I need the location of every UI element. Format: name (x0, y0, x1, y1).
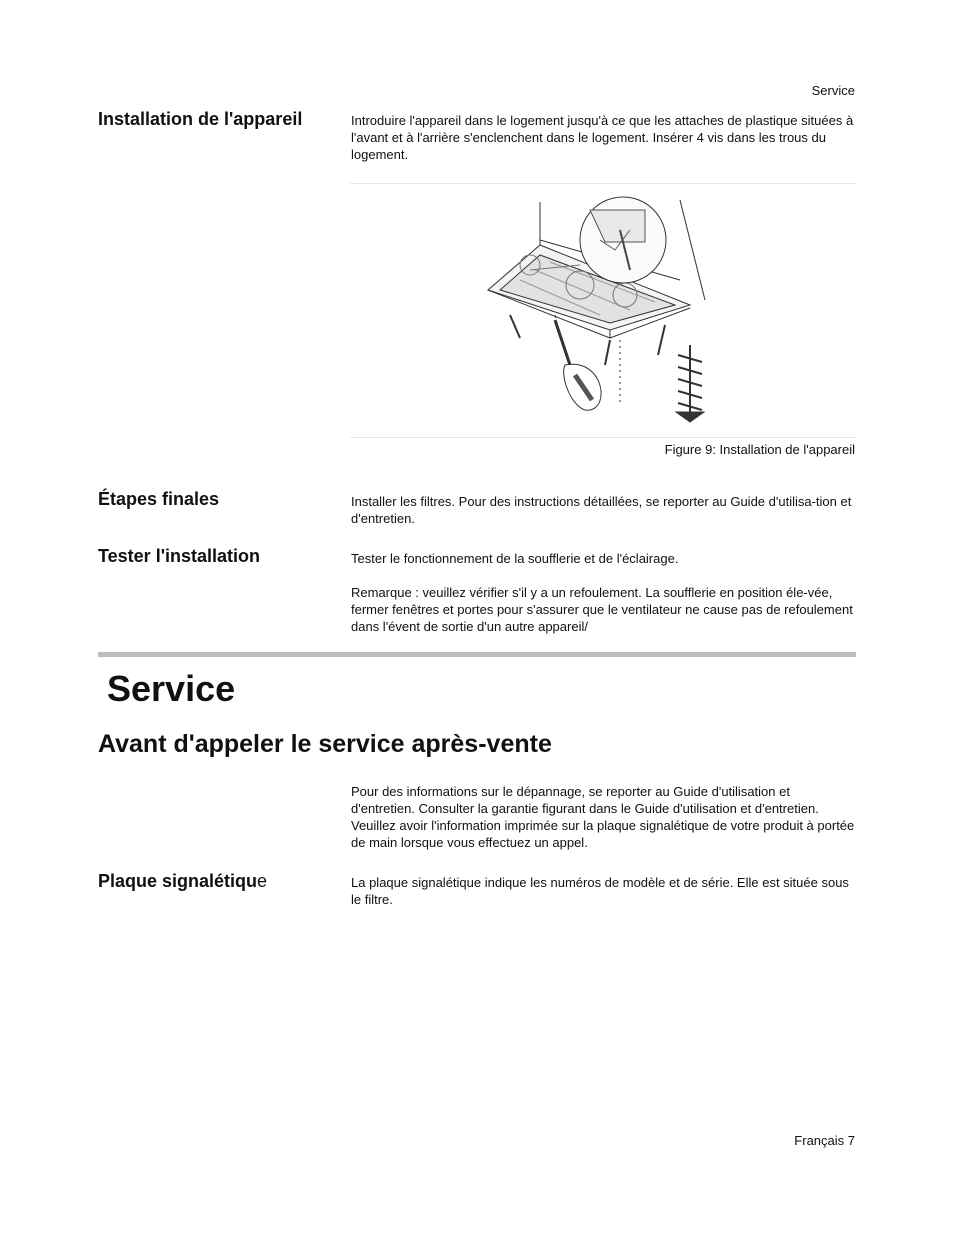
final-steps-text: Installer les filtres. Pour des instructions détaillées, se reporter au Guide d'utilisa-tion et d'entretien. (351, 494, 852, 526)
installation-heading: Installation de l'appareil (98, 109, 303, 129)
test-note: Remarque : veuillez vérifier s'il y a un refoulement. La soufflerie en position éle-vée, fermer fenêtres et portes pour s'assurer que le ventilateur ne cause pas de refoulement dans l'évent de sortie d'un autre appareil/ (351, 585, 853, 634)
test-heading: Tester l'installation (98, 546, 260, 566)
service-intro: Pour des informations sur le dépannage, se reporter au Guide d'utilisation et d'entretien. Consulter la garantie figurant dans le Guide d'utilisation et d'entretien. Veuillez avoir l'information imprimée sur la plaque signalétique de votre produit à portée de main lorsque vous effectuez un appel. (351, 784, 855, 850)
final-steps-heading: Étapes finales (98, 489, 220, 509)
running-header: Service (811, 83, 855, 98)
plate-heading (98, 871, 267, 892)
figure-bottom-rule (350, 437, 856, 438)
installation-illustration (480, 190, 720, 430)
figure-caption: Figure 9: Installation de l'appareil (664, 442, 855, 457)
section-divider (98, 652, 856, 657)
figure-top-rule (350, 183, 856, 184)
plate-heading-tail: e (257, 871, 268, 891)
installation-text: Introduire l'appareil dans le logement jusqu'à ce que les attaches de plastique situées à l'avant et à l'arrière s'enclenchent dans le logement. Insérer 4 vis dans les trous du logement. (351, 113, 854, 162)
service-title: Service (107, 668, 236, 709)
page-number: Français 7 (794, 1133, 855, 1148)
plate-text: La plaque signalétique indique les numéros de modèle et de série. Elle est située sous le filtre. (351, 875, 849, 907)
service-subtitle: Avant d'appeler le service après-vente (98, 730, 552, 758)
test-text: Tester le fonctionnement de la soufflerie et de l'éclairage. (351, 551, 679, 566)
plate-heading-main: Plaque signalétiqu (98, 871, 258, 891)
